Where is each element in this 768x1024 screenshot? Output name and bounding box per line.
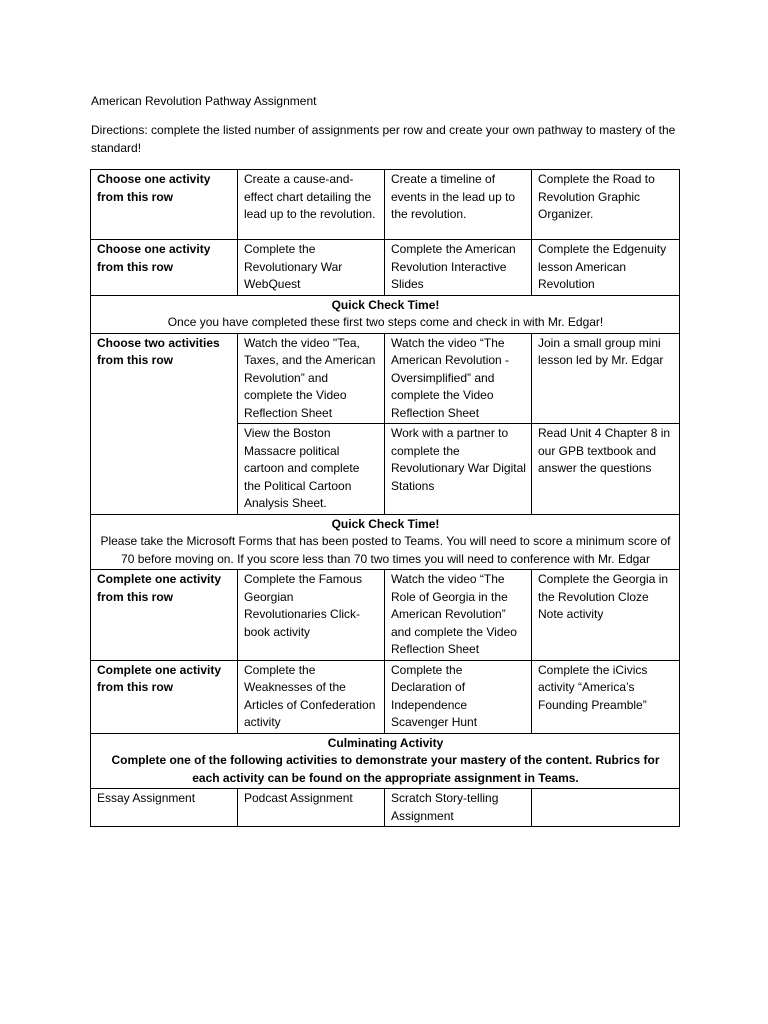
activity-cell: Watch the video “The American Revolution - Oversimplified” and complete the Video Reflection Sheet: [385, 333, 532, 424]
culminating-row: [91, 733, 680, 789]
assignment-option: Scratch Story-telling Assignment: [385, 789, 532, 827]
activity-cell: Complete the Revolutionary War WebQuest: [238, 240, 385, 296]
activity-cell: View the Boston Massacre political cartoon and complete the Political Cartoon Analysis Sheet.: [238, 424, 385, 515]
table-row: [91, 240, 680, 296]
activity-cell: Complete the Edgenuity lesson American Revolution: [532, 240, 680, 296]
table-row: [91, 570, 680, 661]
table-row: [91, 333, 680, 424]
quick-check-row: [91, 514, 680, 570]
activity-cell: Watch the video "Tea, Taxes, and the American Revolution” and complete the Video Reflection Sheet: [238, 333, 385, 424]
activity-cell: Watch the video “The Role of Georgia in the American Revolution” and complete the Video Reflection Sheet: [385, 570, 532, 661]
row-instruction: Choose one activity from this row: [91, 170, 238, 240]
row-instruction: Complete one activity from this row: [91, 570, 238, 661]
assignment-option: Podcast Assignment: [238, 789, 385, 827]
document-title: American Revolution Pathway Assignment: [91, 94, 317, 108]
table-row: [91, 170, 680, 240]
culminating-banner: [91, 733, 680, 789]
activity-cell: Work with a partner to complete the Revolutionary War Digital Stations: [385, 424, 532, 515]
activity-cell: Complete the Famous Georgian Revolutionaries Click-book activity: [238, 570, 385, 661]
quick-check-banner: [91, 295, 680, 333]
quick-check-title: Quick Check Time!: [331, 516, 440, 531]
quick-check-banner: [91, 514, 680, 570]
directions-text: Directions: complete the listed number of assignments per row and create your own pathway to mastery of the standard!: [91, 123, 676, 155]
row-instruction: Choose one activity from this row: [91, 240, 238, 296]
activity-cell: Complete the iCivics activity “America’s Founding Preamble”: [532, 660, 680, 733]
activity-cell: Complete the American Revolution Interactive Slides: [385, 240, 532, 296]
quick-check-row: [91, 295, 680, 333]
quick-check-text: Please take the Microsoft Forms that has been posted to Teams. You will need to score a minimum score of 70 before moving on. If you score less than 70 two times you will need to conference with Mr. Edgar: [100, 534, 671, 566]
activity-cell: Complete the Road to Revolution Graphic Organizer.: [532, 170, 680, 240]
quick-check-text: Once you have completed these first two steps come and check in with Mr. Edgar!: [167, 315, 604, 329]
activity-cell: Create a timeline of events in the lead up to the revolution.: [385, 170, 532, 240]
assignment-option: Essay Assignment: [91, 789, 238, 827]
empty-cell: [532, 789, 680, 827]
activity-cell: Complete the Weaknesses of the Articles of Confederation activity: [238, 660, 385, 733]
activity-cell: Complete the Declaration of Independence Scavenger Hunt: [385, 660, 532, 733]
activity-cell: Create a cause-and-effect chart detailing the lead up to the revolution.: [238, 170, 385, 240]
culminating-title: Culminating Activity: [327, 735, 444, 750]
table-row: [91, 660, 680, 733]
pathway-table: [90, 169, 680, 827]
row-instruction: Complete one activity from this row: [91, 660, 238, 733]
culminating-text: Complete one of the following activities to demonstrate your mastery of the content. Rubrics for each activity can be found on the appropriate assignment in Teams.: [111, 753, 660, 785]
table-row: [91, 789, 680, 827]
activity-cell: Complete the Georgia in the Revolution Cloze Note activity: [532, 570, 680, 661]
quick-check-title: Quick Check Time!: [331, 297, 440, 312]
row-instruction: Choose two activities from this row: [91, 333, 238, 514]
activity-cell: Read Unit 4 Chapter 8 in our GPB textbook and answer the questions: [532, 424, 680, 515]
activity-cell: Join a small group mini lesson led by Mr. Edgar: [532, 333, 680, 424]
